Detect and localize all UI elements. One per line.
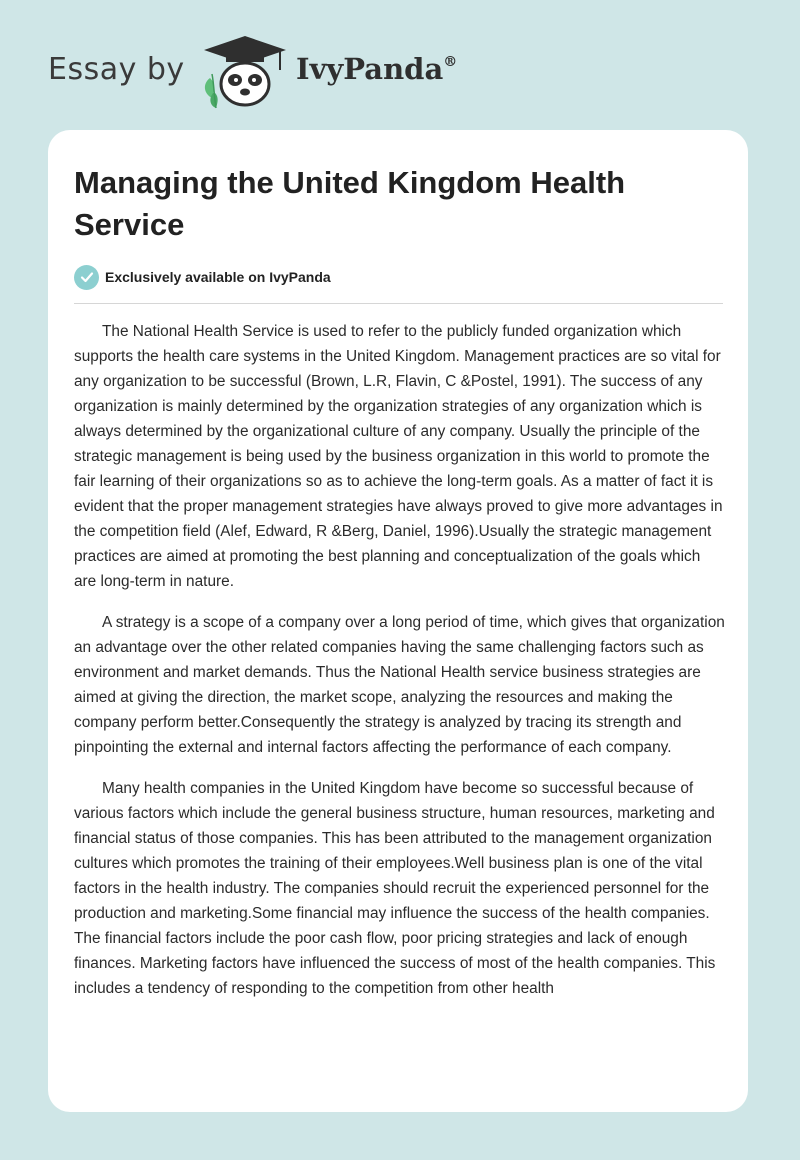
paragraph: Many health companies in the United Kingdom have become so successful because of various factors which include the general business structure, human resources, marketing and financial status of those companies. This has been attributed to the management organization cultures which promotes the training of their employees.Well business plan is one of the vital factors in the health industry. The companies should recruit the experienced personnel for the production and marketing.Some financial may influence the success of the health companies. The financial factors include the poor cash flow, poor pricing strategies and lack of enough finances. Marketing factors have influenced the success of most of the health companies. This includes a tendency of responding to the competition from other health [74, 780, 716, 997]
essay-by-label: Essay by [48, 52, 185, 87]
badge-text: Exclusively available on IvyPanda [105, 269, 331, 285]
essay-card [48, 130, 748, 1112]
paragraph: A strategy is a scope of a company over a long period of time, which gives that organization an advantage over the other related companies having the same challenging factors such as environment and market demands. Thus the National Health service business strategies are aimed at giving the direction, the market scope, analyzing the resources and making the company perform better.Consequently the strategy is analyzed by tracing its strength and pinpointing the external and internal factors affecting the performance of each company. [74, 614, 725, 756]
registered-mark: ® [443, 54, 458, 70]
exclusive-badge [74, 264, 331, 290]
paragraph: The National Health Service is used to refer to the publicly funded organization which supports the health care systems in the United Kingdom. Management practices are so vital for any organization to be successful (Brown, L.R, Flavin, C &Postel, 1991). The success of any organization is mainly determined by the organization strategies of any organization which is always determined by the organizational culture of any company. Usually the principle of the strategic management is being used by the business organization in this world to promote the fair learning of their organizations so as to achieve the long-term goals. As a matter of fact it is evident that the proper management strategies have always proved to give more advantages in the competition field (Alef, Edward, R &Berg, Daniel, 1996).Usually the strategic management practices are aimed at promoting the best planning and conceptualization of the goals which are long-term in nature. [74, 323, 723, 590]
divider [74, 303, 723, 304]
page-title: Managing the United Kingdom Health Service [74, 165, 626, 242]
brand-name[interactable]: IvyPanda® [296, 52, 458, 86]
check-icon [74, 265, 99, 290]
panda-graduate-icon[interactable] [200, 34, 290, 110]
site-header [48, 30, 748, 110]
essay-body [74, 319, 726, 1017]
